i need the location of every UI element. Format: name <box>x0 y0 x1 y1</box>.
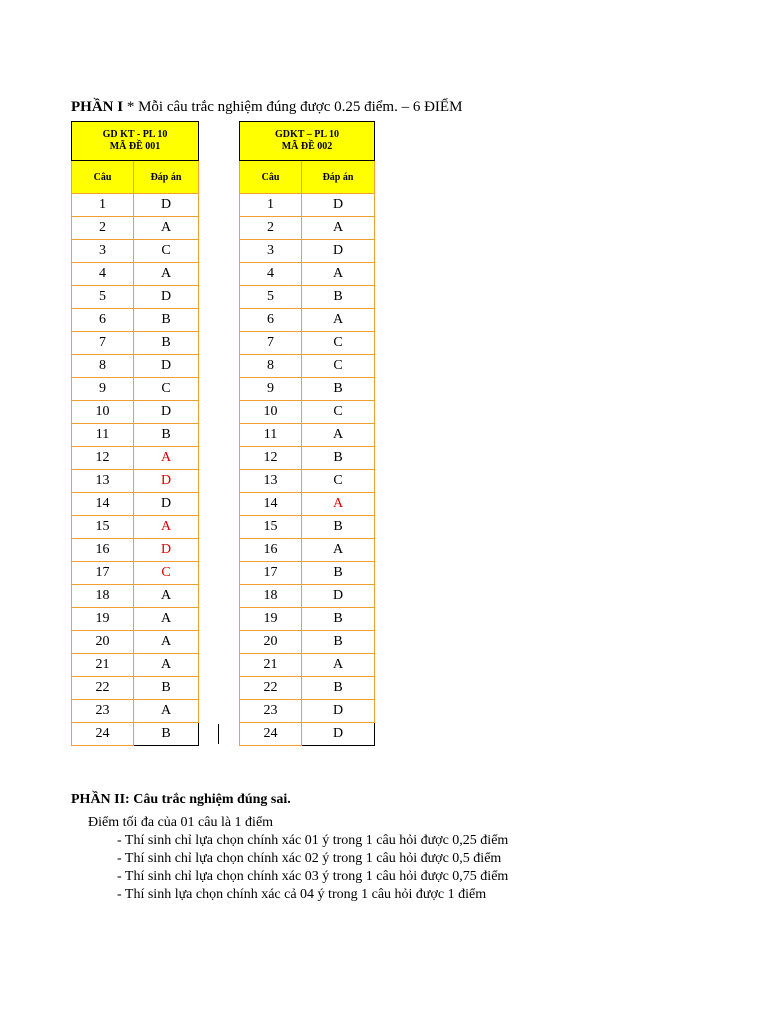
table-row <box>72 378 199 401</box>
table-row <box>72 700 199 723</box>
table-row <box>72 631 199 654</box>
question-number: 18 <box>240 585 302 608</box>
table-row <box>240 424 375 447</box>
question-number: 24 <box>240 723 302 746</box>
answer-cell: A <box>134 217 199 240</box>
answer-cell: C <box>302 355 375 378</box>
answer-cell: C <box>302 470 375 493</box>
question-number: 12 <box>72 447 134 470</box>
table-row <box>240 240 375 263</box>
table-row <box>72 355 199 378</box>
table-row <box>240 194 375 217</box>
question-number: 22 <box>240 677 302 700</box>
part1-title-rest: * Mỗi câu trắc nghiệm đúng được 0.25 điểm. – 6 ĐIỂM <box>123 99 463 115</box>
table-row <box>72 217 199 240</box>
question-number: 4 <box>72 263 134 286</box>
question-number: 15 <box>72 516 134 539</box>
answer-cell: B <box>302 608 375 631</box>
answer-cell: D <box>302 585 375 608</box>
table-row <box>72 309 199 332</box>
table-row <box>72 401 199 424</box>
table-row <box>240 493 375 516</box>
table-row <box>72 493 199 516</box>
table-row <box>72 562 199 585</box>
question-number: 21 <box>240 654 302 677</box>
question-number: 23 <box>240 700 302 723</box>
question-number: 8 <box>240 355 302 378</box>
question-number: 21 <box>72 654 134 677</box>
answer-cell: D <box>302 700 375 723</box>
table-row <box>240 401 375 424</box>
answer-cell: D <box>134 401 199 424</box>
table-row <box>72 585 199 608</box>
question-number: 17 <box>240 562 302 585</box>
question-number: 6 <box>72 309 134 332</box>
table-row <box>72 332 199 355</box>
question-number: 2 <box>240 217 302 240</box>
question-number: 5 <box>240 286 302 309</box>
table-row <box>72 424 199 447</box>
answer-cell: B <box>302 631 375 654</box>
question-number: 20 <box>72 631 134 654</box>
table-row <box>240 332 375 355</box>
question-number: 18 <box>72 585 134 608</box>
question-number: 14 <box>240 493 302 516</box>
answer-cell: A <box>134 585 199 608</box>
question-number: 3 <box>240 240 302 263</box>
answer-cell: D <box>302 723 375 746</box>
cell-marker-line <box>218 724 219 744</box>
answer-cell: A <box>302 654 375 677</box>
table-row <box>72 447 199 470</box>
answer-cell: B <box>302 677 375 700</box>
question-number: 7 <box>240 332 302 355</box>
table-row <box>72 240 199 263</box>
table1-col-answer: Đáp án <box>134 161 199 194</box>
answer-cell: B <box>134 424 199 447</box>
answer-cell: B <box>302 516 375 539</box>
table-row <box>240 447 375 470</box>
question-number: 10 <box>72 401 134 424</box>
question-number: 16 <box>240 539 302 562</box>
table-row <box>72 677 199 700</box>
answer-cell: A <box>134 631 199 654</box>
table-row <box>72 286 199 309</box>
table1-header <box>72 122 199 161</box>
question-number: 19 <box>72 608 134 631</box>
table-row <box>72 723 199 746</box>
answer-cell: B <box>302 562 375 585</box>
table-row <box>240 516 375 539</box>
answer-cell: D <box>134 194 199 217</box>
answer-table-001 <box>71 121 199 746</box>
table-row <box>72 539 199 562</box>
answer-cell: D <box>302 194 375 217</box>
answer-cell: B <box>134 723 199 746</box>
question-number: 4 <box>240 263 302 286</box>
answer-cell: A <box>302 309 375 332</box>
answer-cell: D <box>134 470 199 493</box>
table-row <box>240 309 375 332</box>
question-number: 1 <box>240 194 302 217</box>
table-row <box>240 677 375 700</box>
table1-header-line1: GD KT - PL 10 <box>102 129 168 140</box>
answer-cell: A <box>302 424 375 447</box>
question-number: 11 <box>72 424 134 447</box>
answer-cell: B <box>302 447 375 470</box>
table-row <box>72 516 199 539</box>
answer-cell: B <box>302 378 375 401</box>
answer-cell: D <box>302 240 375 263</box>
answer-cell: C <box>134 240 199 263</box>
question-number: 2 <box>72 217 134 240</box>
question-number: 17 <box>72 562 134 585</box>
answer-cell: A <box>134 263 199 286</box>
question-number: 8 <box>72 355 134 378</box>
question-number: 13 <box>240 470 302 493</box>
question-number: 11 <box>240 424 302 447</box>
table1-header-line2: MÃ ĐỀ 001 <box>109 141 161 152</box>
answer-cell: A <box>134 516 199 539</box>
answer-cell: A <box>134 654 199 677</box>
part2-intro: Điểm tối đa của 01 câu là 1 điểm <box>88 815 274 830</box>
answer-cell: A <box>302 539 375 562</box>
question-number: 7 <box>72 332 134 355</box>
table-row <box>72 470 199 493</box>
table-row <box>72 194 199 217</box>
answer-cell: B <box>134 332 199 355</box>
answer-cell: D <box>134 539 199 562</box>
question-number: 14 <box>72 493 134 516</box>
table2-header-line2: MÃ ĐỀ 002 <box>281 141 333 152</box>
table1-col-question: Câu <box>72 161 134 194</box>
question-number: 9 <box>240 378 302 401</box>
question-number: 12 <box>240 447 302 470</box>
answer-table-002 <box>239 121 375 746</box>
table-row <box>72 654 199 677</box>
table2-header <box>240 122 375 161</box>
question-number: 15 <box>240 516 302 539</box>
table-row <box>240 562 375 585</box>
table-row <box>240 217 375 240</box>
answer-cell: C <box>302 332 375 355</box>
part2-bullet-4: - Thí sinh lựa chọn chính xác cả 04 ý trong 1 câu hỏi được 1 điểm <box>117 887 487 902</box>
question-number: 24 <box>72 723 134 746</box>
table-row <box>240 286 375 309</box>
part2-heading: PHẦN II: Câu trắc nghiệm đúng sai. <box>71 792 291 807</box>
answer-cell: C <box>302 401 375 424</box>
question-number: 20 <box>240 631 302 654</box>
part1-heading <box>71 99 462 116</box>
answer-cell: A <box>134 447 199 470</box>
table-row <box>240 263 375 286</box>
answer-cell: D <box>134 355 199 378</box>
question-number: 16 <box>72 539 134 562</box>
question-number: 10 <box>240 401 302 424</box>
answer-cell: A <box>134 700 199 723</box>
question-number: 13 <box>72 470 134 493</box>
question-number: 6 <box>240 309 302 332</box>
table-row <box>240 539 375 562</box>
table-row <box>240 608 375 631</box>
question-number: 9 <box>72 378 134 401</box>
table-row <box>240 723 375 746</box>
table-row <box>240 700 375 723</box>
table2-header-line1: GDKT – PL 10 <box>275 129 339 140</box>
part1-title-bold: PHẦN I <box>71 99 124 115</box>
table-row <box>240 585 375 608</box>
table-row <box>240 470 375 493</box>
answer-cell: B <box>302 286 375 309</box>
answer-cell: A <box>302 263 375 286</box>
answer-cell: C <box>134 562 199 585</box>
part2-bullet-2: - Thí sinh chỉ lựa chọn chính xác 02 ý trong 1 câu hỏi được 0,5 điểm <box>117 851 502 866</box>
table-row <box>240 631 375 654</box>
question-number: 5 <box>72 286 134 309</box>
table2-col-answer: Đáp án <box>302 161 375 194</box>
part2-bullet-3: - Thí sinh chỉ lựa chọn chính xác 03 ý trong 1 câu hỏi được 0,75 điểm <box>117 869 509 884</box>
answer-cell: A <box>302 493 375 516</box>
answer-cell: A <box>302 217 375 240</box>
answer-cell: B <box>134 677 199 700</box>
question-number: 23 <box>72 700 134 723</box>
answer-cell: C <box>134 378 199 401</box>
table-row <box>72 263 199 286</box>
table-row <box>240 378 375 401</box>
answer-cell: A <box>134 608 199 631</box>
table-row <box>240 654 375 677</box>
question-number: 3 <box>72 240 134 263</box>
answer-cell: B <box>134 309 199 332</box>
question-number: 1 <box>72 194 134 217</box>
part2-bullet-1: - Thí sinh chỉ lựa chọn chính xác 01 ý trong 1 câu hỏi được 0,25 điểm <box>117 833 509 848</box>
table2-col-question: Câu <box>240 161 302 194</box>
question-number: 22 <box>72 677 134 700</box>
question-number: 19 <box>240 608 302 631</box>
table-row <box>72 608 199 631</box>
table-row <box>240 355 375 378</box>
answer-cell: D <box>134 286 199 309</box>
answer-cell: D <box>134 493 199 516</box>
